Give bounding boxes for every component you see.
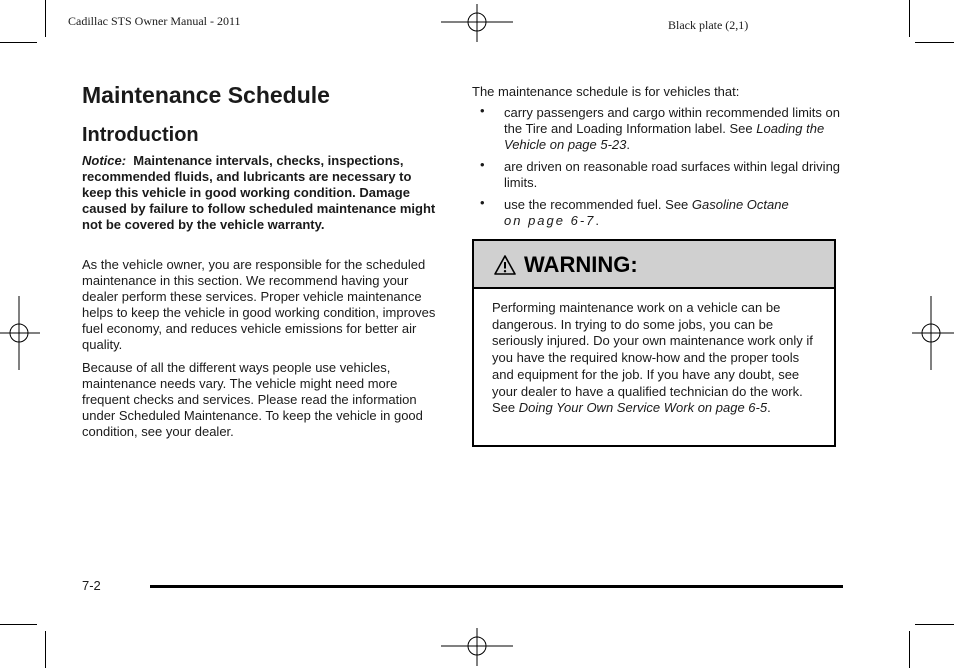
warning-header <box>474 241 834 289</box>
notice-paragraph <box>82 153 444 233</box>
warning-title: WARNING: <box>524 252 638 277</box>
registration-mark-left <box>0 296 40 370</box>
warning-text: Performing maintenance work on a vehicle can be dangerous. In trying to do some jobs, you can be seriously injured. Do your own maintenance work only if you have the required know-how and the proper tools and equipment for the job. If you have any doubt, see your dealer to have a qualified technician do the work. See Doing Your Own Service Work on page 6-5. <box>492 300 813 416</box>
cross-reference-link-page[interactable]: on page 6-7 <box>504 213 596 228</box>
section-subtitle: Introduction <box>82 124 199 146</box>
list-item-text: carry passengers and cargo within recommended limits on the Tire and Loading Information label. See Loading the Vehicle on page 5-23. <box>504 105 840 152</box>
paragraph-owner-responsibility: As the vehicle owner, you are responsible for the scheduled maintenance in this section. We recommend having your dealer perform these services. Proper vehicle maintenance helps to keep the vehicle in good working condition, improves fuel economy, and reduces vehicle emissions for better air quality. <box>82 257 436 352</box>
plate-label: Black plate (2,1) <box>668 18 749 32</box>
warning-box <box>472 239 836 447</box>
paragraph-maintenance-needs: Because of all the different ways people use vehicles, maintenance needs vary. The vehicle might need more frequent checks and services. Please read the information under Scheduled Maintenance. To keep the vehicle in good condition, see your dealer. <box>82 360 423 439</box>
bullet-icon: • <box>480 103 485 118</box>
registration-mark-bottom <box>441 628 515 668</box>
list-item-text: are driven on reasonable road surfaces within legal driving limits. <box>504 159 841 190</box>
cross-reference-link[interactable]: Gasoline Octane <box>691 197 789 212</box>
bullet-icon: • <box>480 195 485 210</box>
notice-label: Notice: <box>82 153 127 168</box>
warning-triangle-icon <box>494 254 516 276</box>
notice-text: Maintenance intervals, checks, inspections, recommended fluids, and lubricants are necessary to keep this vehicle in good working condition. Damage caused by failure to follow scheduled maintenance might not be covered by the vehicle warranty. <box>82 153 436 232</box>
registration-mark-top <box>441 2 515 46</box>
cross-reference-link[interactable]: Doing Your Own Service Work on page 6-5 <box>518 400 768 416</box>
list-item-text: use the recommended fuel. See Gasoline Octane on page 6-7. <box>504 197 789 228</box>
bullet-icon: • <box>480 157 485 172</box>
manual-title: Cadillac STS Owner Manual - 2011 <box>68 14 241 28</box>
footer-rule <box>150 585 843 588</box>
page-title: Maintenance Schedule <box>82 82 330 108</box>
registration-mark-right <box>912 296 954 370</box>
cross-reference-link[interactable]: Loading the Vehicle on page 5-23 <box>504 121 825 152</box>
schedule-intro: The maintenance schedule is for vehicles that: <box>472 84 740 99</box>
page-number: 7-2 <box>82 578 101 593</box>
